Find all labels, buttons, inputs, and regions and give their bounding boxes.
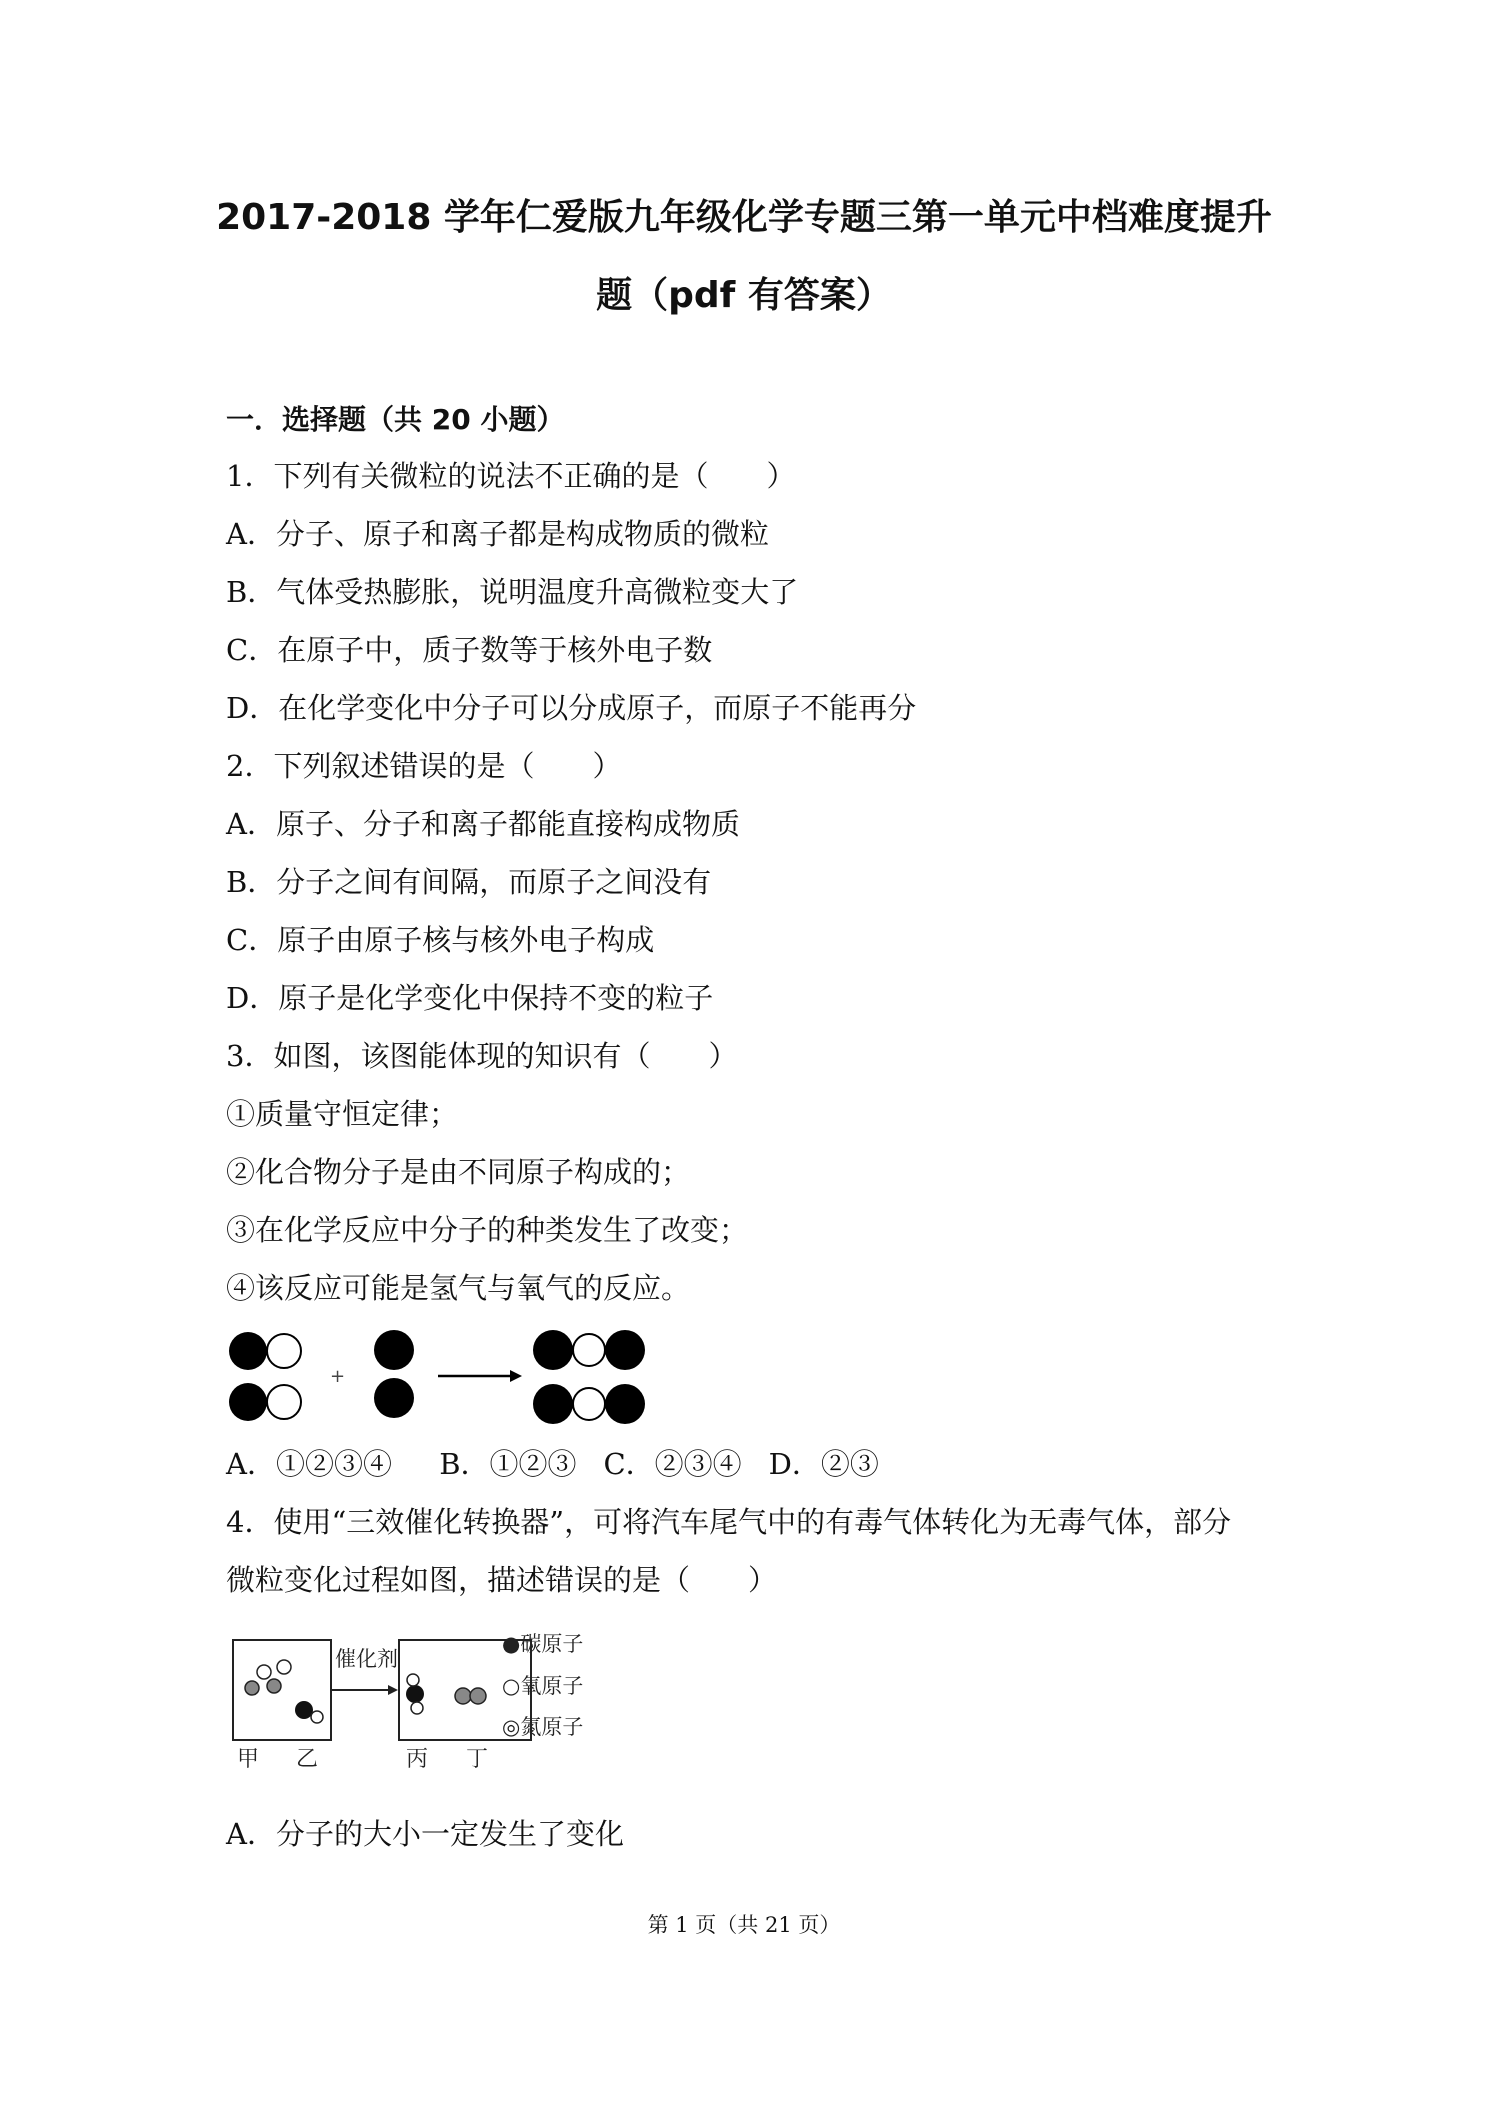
question-1-option-a: A．分子、原子和离子都是构成物质的微粒 (226, 517, 769, 551)
question-3-option-c: C．②③④ (603, 1447, 742, 1481)
question-3-options (226, 1447, 879, 1481)
question-2-stem: 2．下列叙述错误的是（ ） (226, 749, 622, 783)
product-molecule-bottom (533, 1384, 645, 1424)
question-3-option-d: D．②③ (768, 1447, 879, 1481)
question-2-option-d: D．原子是化学变化中保持不变的粒子 (226, 981, 714, 1015)
question-3-statement-1: ①质量守恒定律； (226, 1097, 459, 1131)
label-ding: 丁 (466, 1747, 489, 1770)
reaction-arrow (438, 1370, 522, 1382)
hydrogen-molecule-top (229, 1332, 301, 1370)
label-bing: 丙 (406, 1747, 429, 1770)
section-heading: 一．选择题（共 20 小题） (226, 403, 565, 436)
question-3-statement-2: ②化合物分子是由不同原子构成的； (226, 1155, 691, 1189)
question-1-option-c: C．在原子中，质子数等于核外电子数 (226, 633, 713, 667)
product-molecule-top (533, 1330, 645, 1370)
question-3-statement-4: ④该反应可能是氢气与氧气的反应。 (226, 1271, 691, 1305)
question-1-stem: 1．下列有关微粒的说法不正确的是（ ） (226, 459, 796, 493)
label-yi: 乙 (296, 1747, 319, 1770)
legend-nitrogen-atom: ◎氮原子 (502, 1715, 584, 1739)
question-3-option-a: A．①②③④ (226, 1447, 392, 1481)
page-footer: 第 1 页（共 21 页） (647, 1913, 841, 1937)
legend-oxygen-atom: ○氧原子 (502, 1674, 584, 1698)
question-3-stem: 3．如图，该图能体现的知识有（ ） (226, 1039, 738, 1073)
question-2-option-c: C．原子由原子核与核外电子构成 (226, 923, 655, 957)
question-2-option-a: A．原子、分子和离子都能直接构成物质 (226, 807, 740, 841)
document-title-line-2: 题（pdf 有答案） (596, 275, 892, 316)
question-4-option-a: A．分子的大小一定发生了变化 (226, 1817, 624, 1851)
question-3-statement-3: ③在化学反应中分子的种类发生了改变； (226, 1213, 749, 1247)
catalytic-converter-diagram (226, 1620, 596, 1770)
legend-carbon-atom: ●碳原子 (502, 1632, 584, 1656)
plus-sign: + (330, 1366, 346, 1387)
reaction-diagram (222, 1322, 662, 1432)
label-jia: 甲 (237, 1747, 260, 1770)
question-3-option-b: B．①②③ (439, 1447, 577, 1481)
question-4-stem-line-1: 4．使用“三效催化转换器”，可将汽车尾气中的有毒气体转化为无毒气体，部分 (226, 1505, 1232, 1539)
question-4-stem-line-2: 微粒变化过程如图，描述错误的是（ ） (226, 1563, 778, 1597)
catalyst-label: 催化剂 (335, 1647, 398, 1671)
hydrogen-molecule-bottom (229, 1383, 301, 1421)
question-1-option-d: D．在化学变化中分子可以分成原子，而原子不能再分 (226, 691, 917, 725)
catalyst-arrow (332, 1685, 398, 1695)
oxygen-molecule (374, 1330, 414, 1418)
document-title-line-1: 2017-2018 学年仁爱版九年级化学专题三第一单元中档难度提升 (216, 197, 1272, 238)
question-2-option-b: B．分子之间有间隔，而原子之间没有 (226, 865, 712, 899)
question-1-option-b: B．气体受热膨胀，说明温度升高微粒变大了 (226, 575, 799, 609)
